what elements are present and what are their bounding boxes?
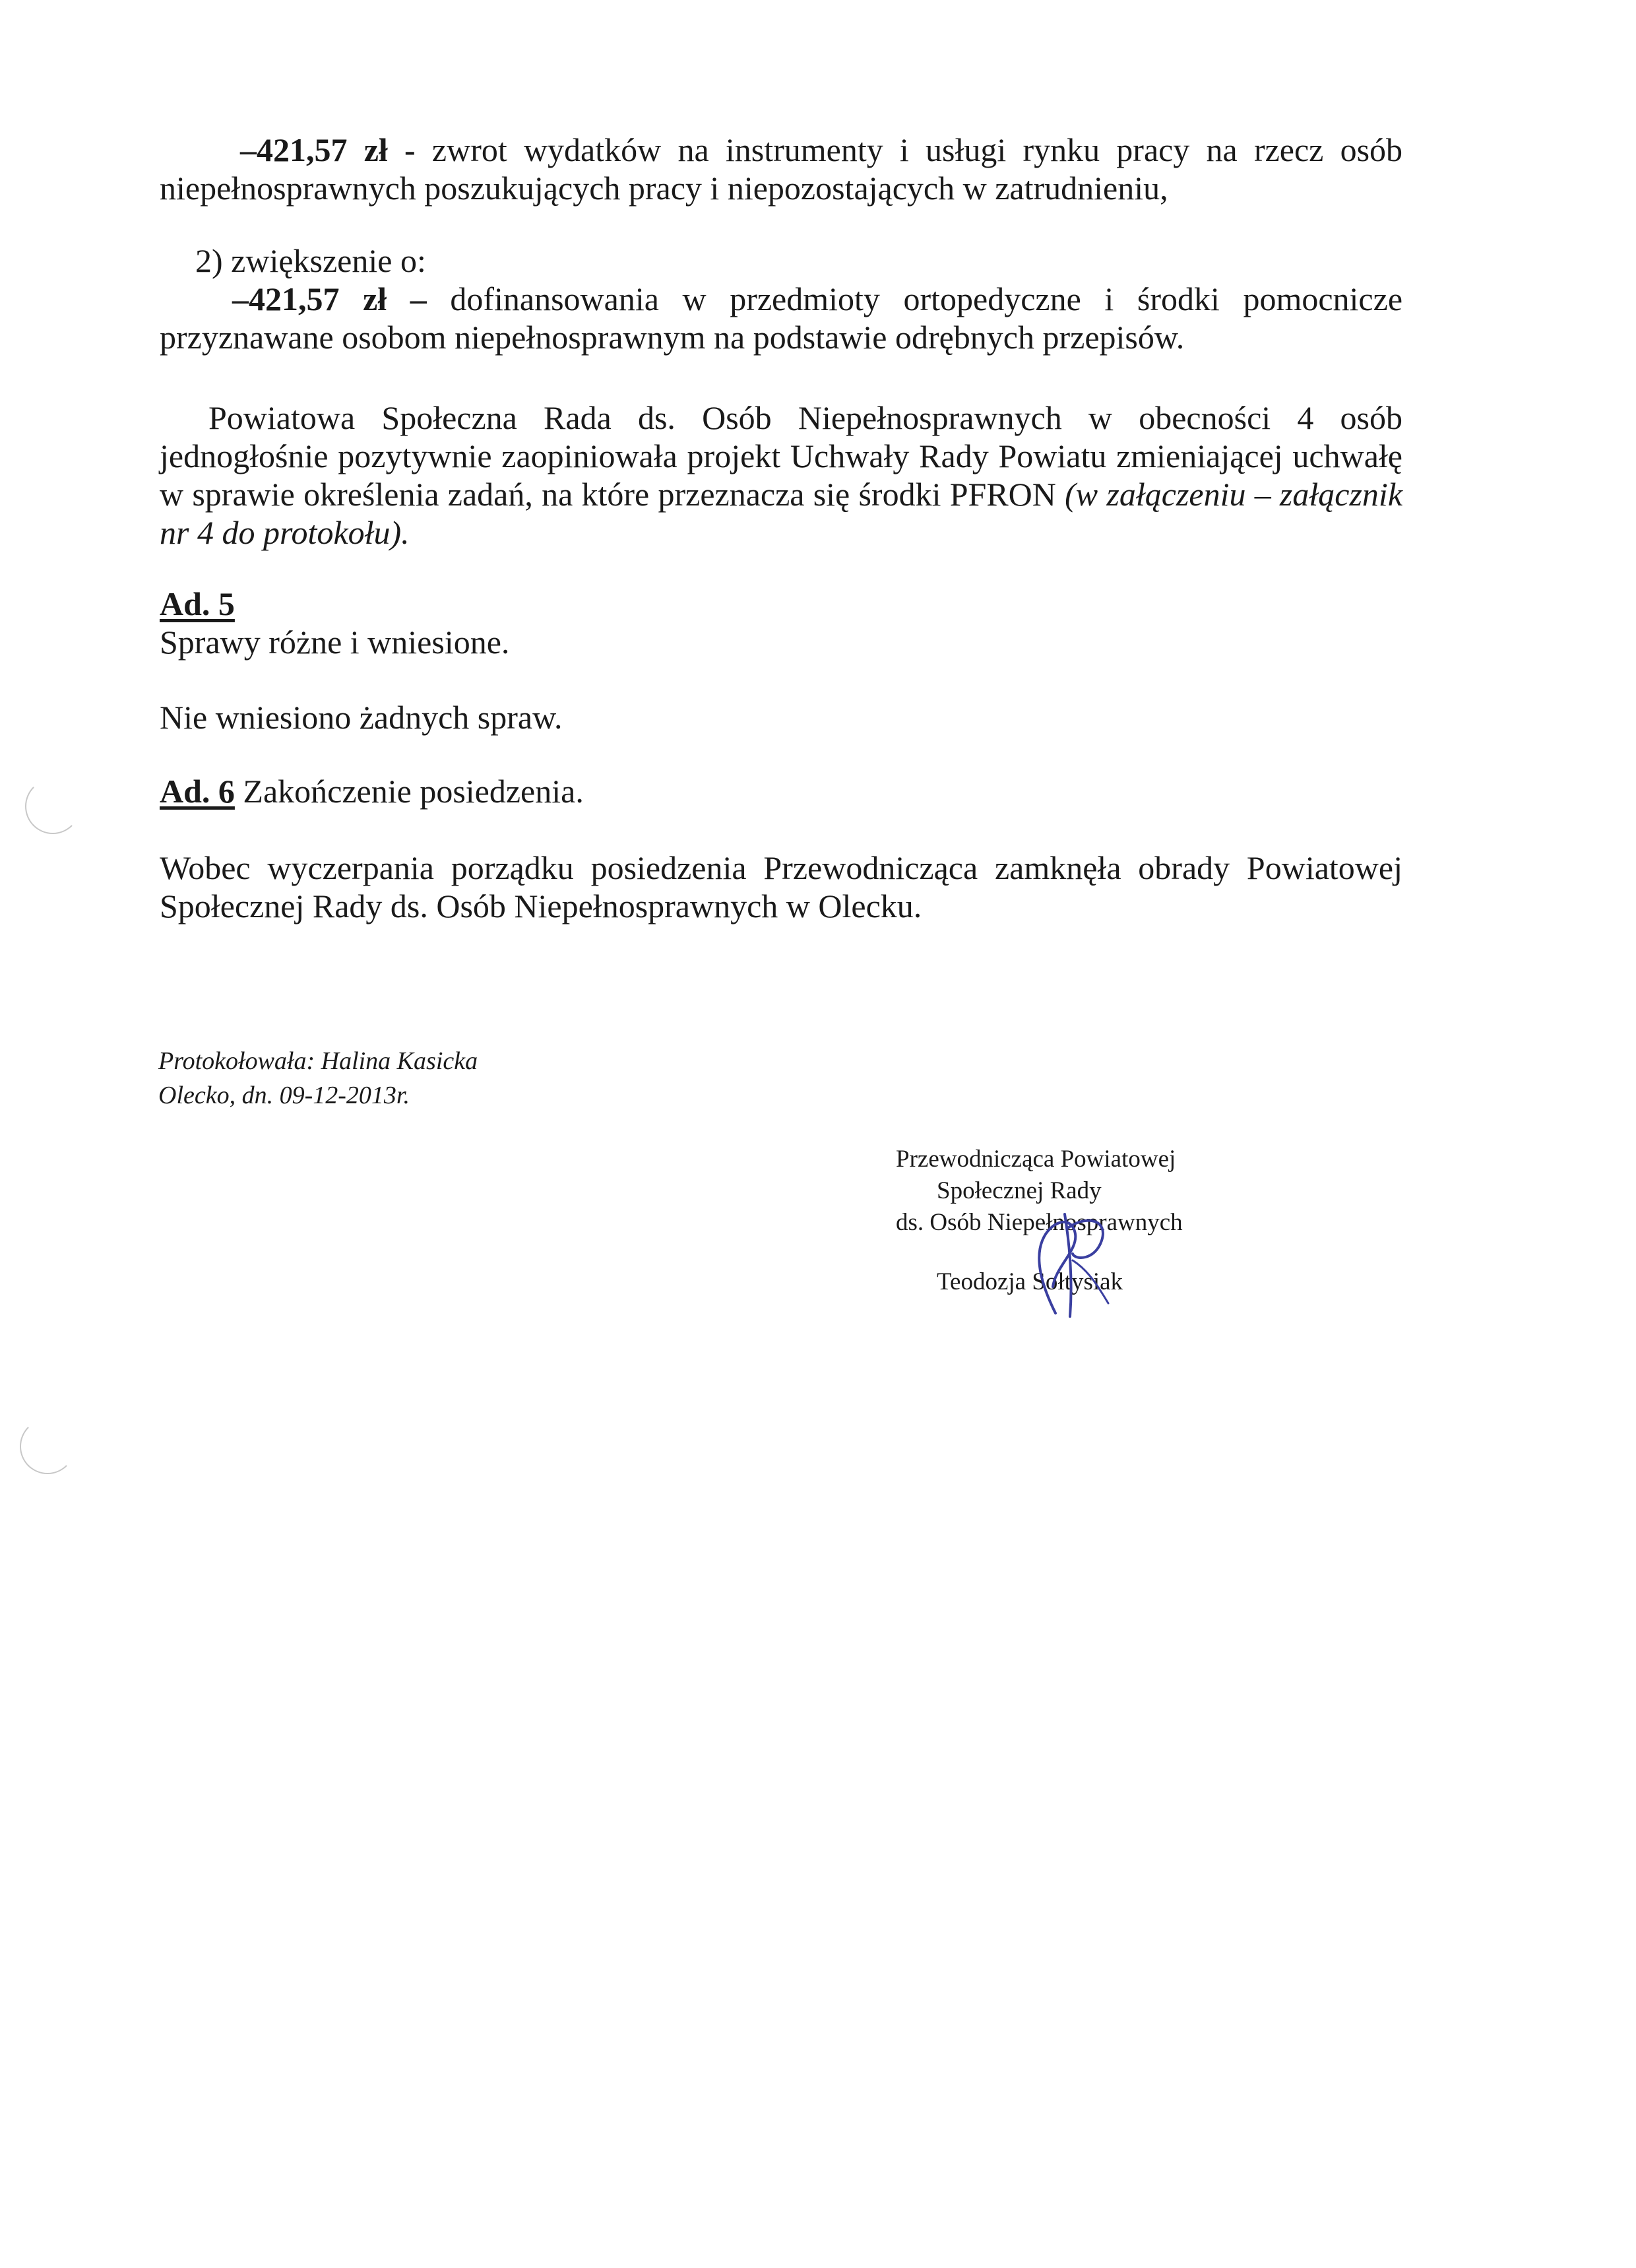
ad5-label: Ad. 5 xyxy=(160,585,235,622)
list2-text-line2: przyznawane osobom niepełnosprawnym na podstawie odrębnych przepisów. xyxy=(160,319,1185,356)
minutes-place-date: Olecko, dn. 09-12-2013r. xyxy=(158,1082,410,1109)
list1-line1 xyxy=(240,131,1402,169)
ad5-body: Nie wniesiono żadnych spraw. xyxy=(160,699,563,736)
ad6-label: Ad. 6 xyxy=(160,773,235,810)
ad6-heading xyxy=(160,772,584,810)
list2-amount: –421,57 zł xyxy=(232,280,387,317)
signature-title-line2: Społecznej Rady xyxy=(937,1177,1102,1204)
ad6-line2: Społecznej Rady ds. Osób Niepełnosprawnych w Olecku. xyxy=(160,888,922,924)
list1-amount: –421,57 zł xyxy=(240,131,388,168)
punch-hole-mark xyxy=(20,1419,75,1474)
signature-title-line1: Przewodnicząca Powiatowej xyxy=(896,1146,1176,1173)
opinion-line3 xyxy=(160,475,1402,513)
ad5-title: Sprawy różne i wniesione. xyxy=(160,624,510,661)
list2-text-line1: dofinansowania w przedmioty ortopedyczne i środki pomocnicze xyxy=(450,280,1403,317)
list2-heading: 2) zwiększenie o: xyxy=(195,242,426,279)
minutes-recorder: Protokołowała: Halina Kasicka xyxy=(158,1047,478,1075)
list1-dash: - xyxy=(404,131,416,168)
opinion-line3-plain: w sprawie określenia zadań, na które przeznacza się środki PFRON xyxy=(160,476,1065,513)
opinion-line2: jednogłośnie pozytywnie zaopiniowała projekt Uchwały Rady Powiatu zmieniającej uchwałę xyxy=(160,437,1402,474)
punch-hole-mark xyxy=(25,779,80,834)
ad6-line1: Wobec wyczerpania porządku posiedzenia Przewodnicząca zamknęła obrady Powiatowej xyxy=(160,849,1402,886)
signature-name: Teodozja Sołtysiak xyxy=(937,1268,1123,1295)
ad6-title: Zakończenie posiedzenia. xyxy=(234,773,584,810)
signature-title-line3: ds. Osób Niepełnosprawnych xyxy=(896,1209,1183,1236)
opinion-attachment-ref: (w załączeniu – załącznik xyxy=(1065,476,1403,513)
list2-line1 xyxy=(232,280,1402,318)
list1-text-line2: niepełnosprawnych poszukujących pracy i niepozostających w zatrudnieniu, xyxy=(160,170,1168,207)
handwritten-signature xyxy=(1009,1188,1135,1320)
opinion-line1: Powiatowa Społeczna Rada ds. Osób Niepełnosprawnych w obecności 4 osób xyxy=(208,399,1402,436)
opinion-line4: nr 4 do protokołu). xyxy=(160,514,410,551)
list2-dash: – xyxy=(410,280,427,317)
list1-text-line1: zwrot wydatków na instrumenty i usługi rynku pracy na rzecz osób xyxy=(431,131,1403,168)
